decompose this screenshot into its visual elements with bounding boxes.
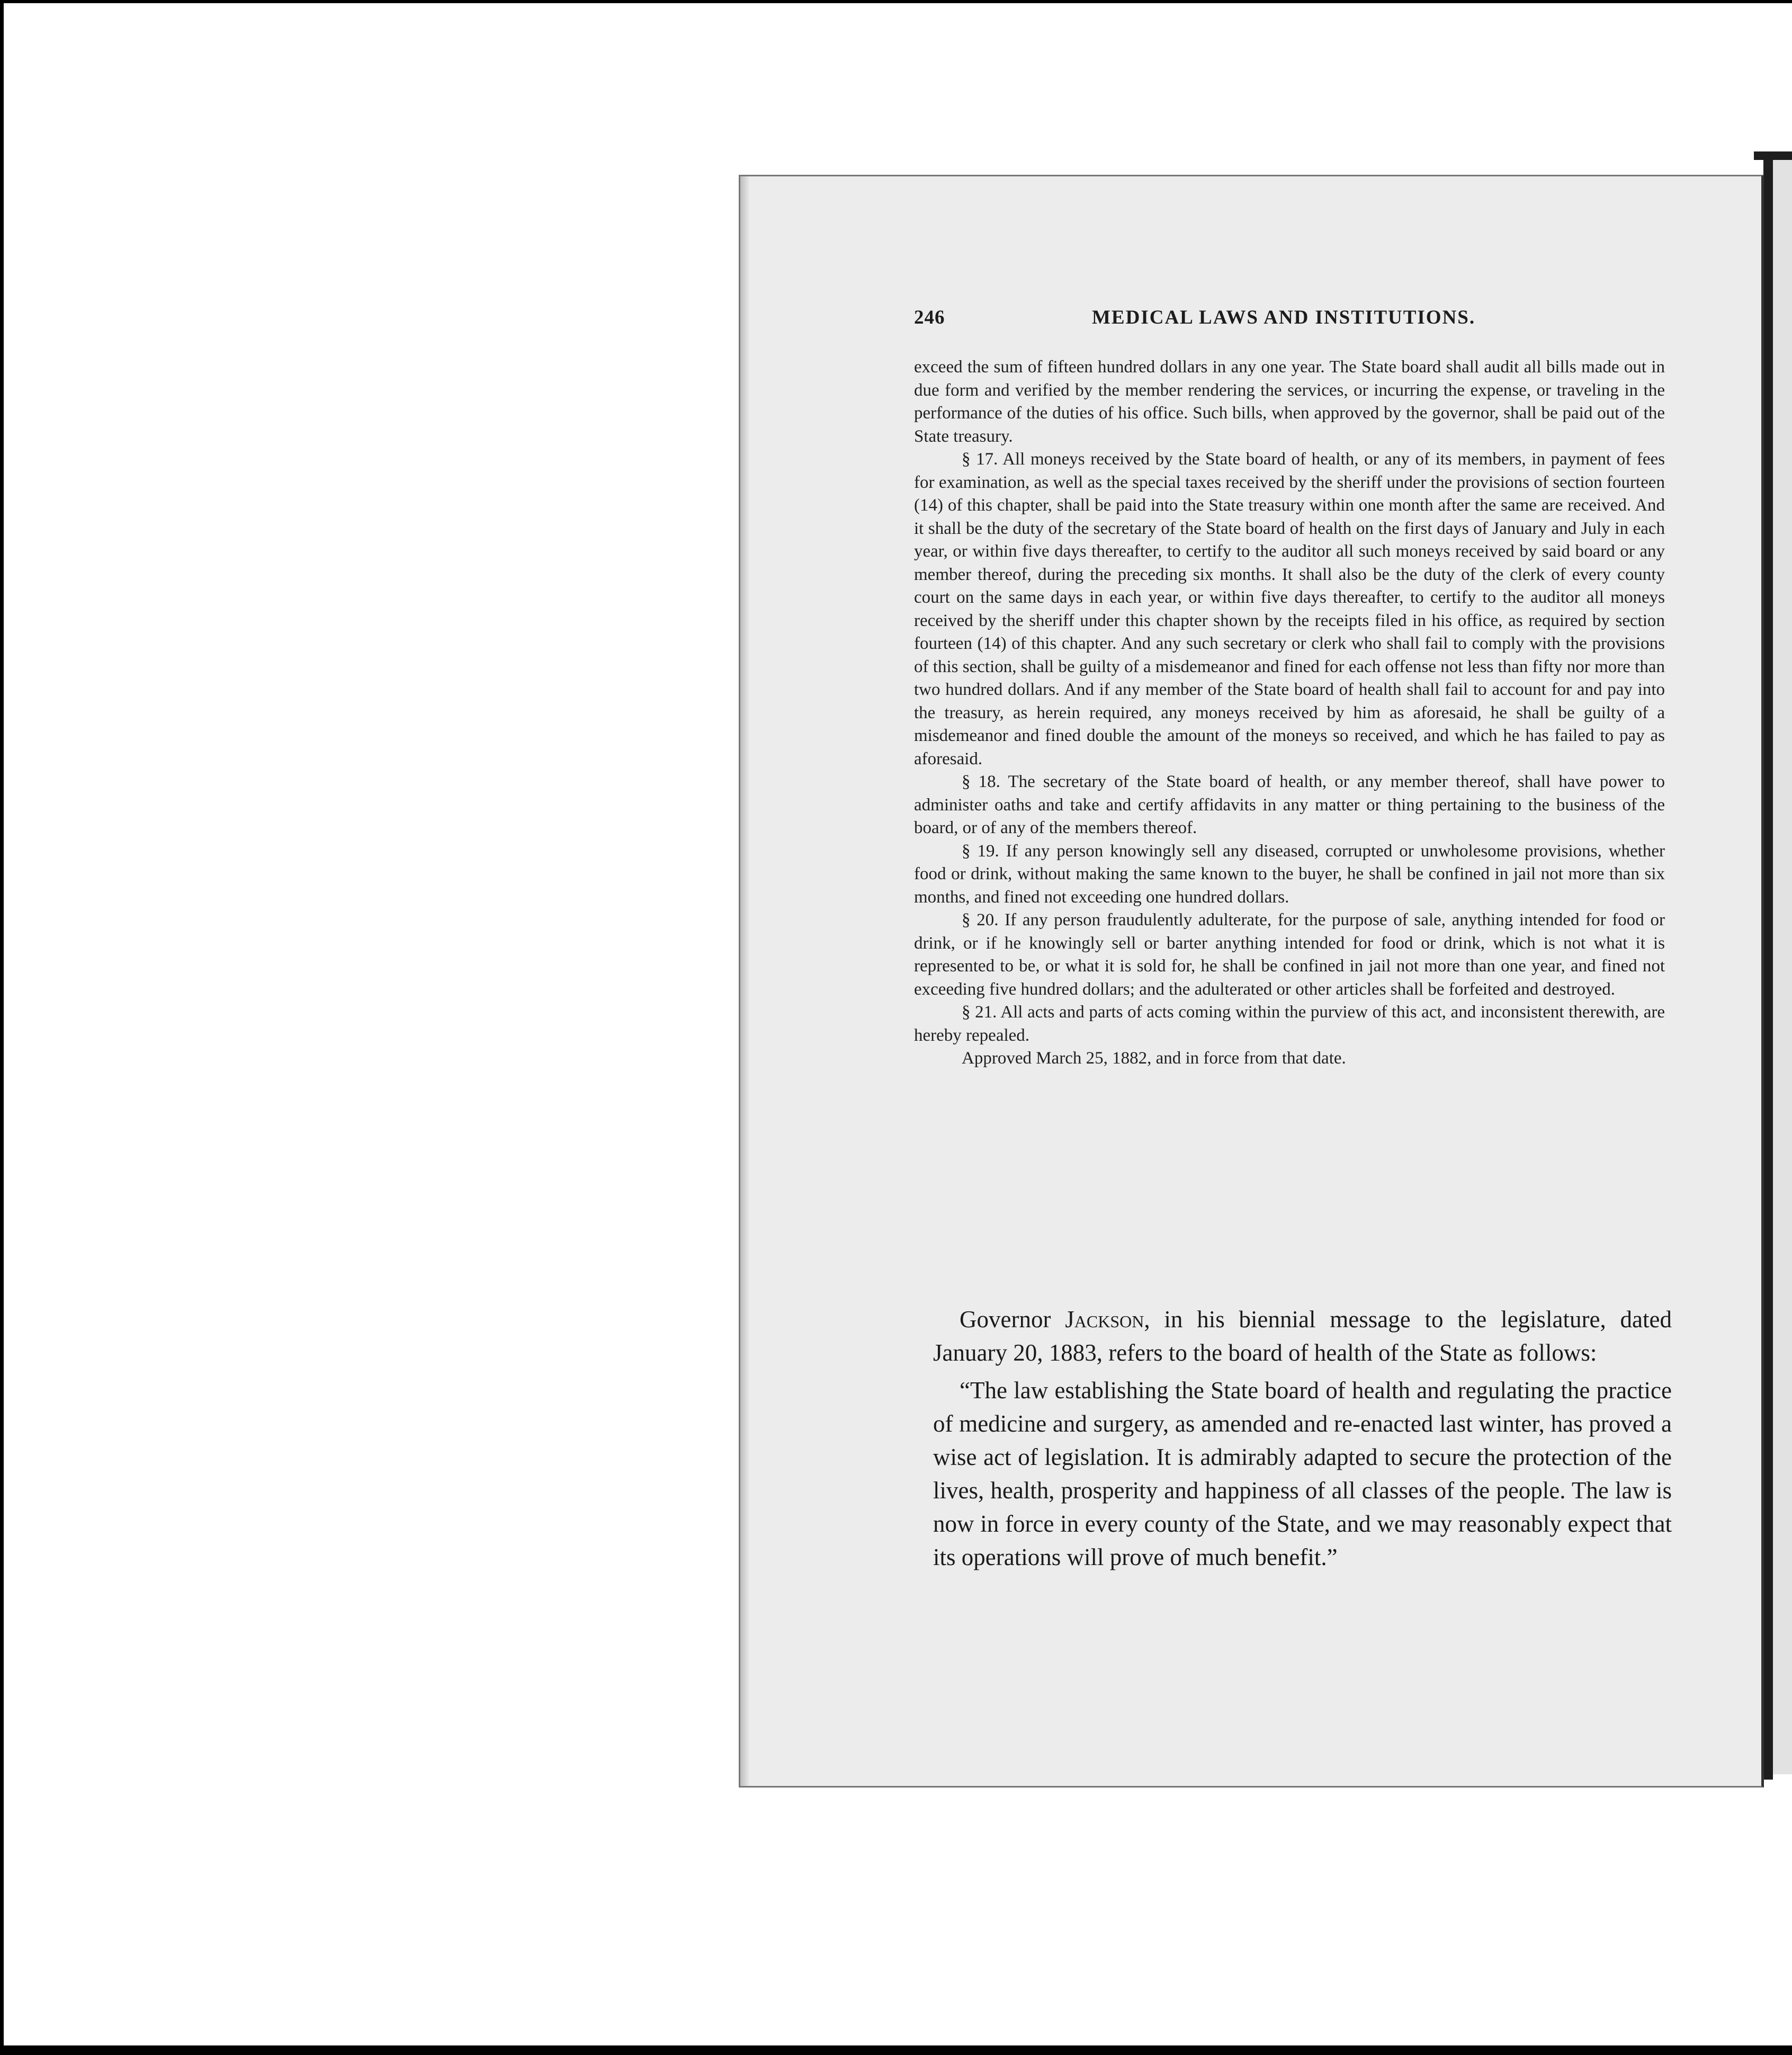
running-title: MEDICAL LAWS AND INSTITUTIONS. [1092, 307, 1476, 328]
scan-edge-bottom [0, 2045, 1792, 2055]
scan-edge-top [0, 0, 1792, 3]
approval-line: Approved March 25, 1882, and in force from that date. [962, 1049, 1346, 1068]
page-gutter-shadow [740, 176, 750, 1786]
page-number: 246 [914, 307, 945, 328]
governor-intro: Governor Jackson, in his biennial message to the legislature, dated January 20, 1883, refers to the board of health of the State as follows: [933, 1306, 1672, 1366]
governor-name: Jackson [1065, 1306, 1144, 1333]
facing-page-edge [1773, 159, 1792, 1774]
book-spine [1763, 154, 1773, 1780]
paragraph-section-19: § 19. If any person knowingly sell any diseased, corrupted or unwholesome provisions, whether food or drink, without making the same known to the buyer, he shall be confined in jail not more than six months, and fined not exceeding one hundred dollars. [914, 841, 1665, 907]
statute-text [914, 356, 1665, 1070]
governor-message [933, 1303, 1672, 1578]
governor-quote: “The law establishing the State board of health and regulating the practice of medicine and surgery, as amended and re-enacted last winter, has proved a wise act of legislation. It is admirably adapted to secure the protection of the lives, health, prosperity and happiness of all classes of the people. The law is now in force in every county of the State, and we may reasonably expect that its operations will prove of much benefit.” [933, 1377, 1672, 1570]
book-spine-top [1754, 151, 1792, 160]
paragraph-section-17: § 17. All moneys received by the State board of health, or any of its members, in payment of fees for examination, as well as the special taxes received by the sheriff under the provisions of section fourteen (14) of this chapter, shall be paid into the State treasury within one month after the same are received. And it shall be the duty of the secretary of the State board of health on the first days of January and July in each year, or within five days thereafter, to certify to the auditor all such moneys received by said board or any member thereof, during the preceding six months. It shall also be the duty of the clerk of every county court on the same days in each year, or within five days thereafter, to certify to the auditor all moneys received by the sheriff under this chapter shown by the receipts filed in his office, as required by section fourteen (14) of this chapter. And any such secretary or clerk who shall fail to comply with the provisions of this section, shall be guilty of a misdemeanor and fined for each offense not less than fifty nor more than two hundred dollars. And if any member of the State board of health shall fail to account for and pay into the treasury, as herein required, any moneys received by him as aforesaid, he shall be guilty of a misdemeanor and fined double the amount of the moneys so received, and which he has failed to pay as aforesaid. [914, 450, 1665, 769]
paragraph-section-21: § 21. All acts and parts of acts coming within the purview of this act, and inconsistent therewith, are hereby repealed. [914, 1003, 1665, 1045]
paragraph-continuation: exceed the sum of fifteen hundred dollars in any one year. The State board shall audit all bills made out in due form and verified by the member rendering the services, or incurring the expense, or traveling in the performance of the duties of his office. Such bills, when approved by the governor, shall be paid out of the State treasury. [914, 358, 1665, 446]
scan-edge-left [0, 0, 4, 2055]
paragraph-section-18: § 18. The secretary of the State board of health, or any member thereof, shall have power to administer oaths and take and certify affidavits in any matter or thing pertaining to the business of the board, or of any of the members thereof. [914, 772, 1665, 837]
paragraph-section-20: § 20. If any person fraudulently adulterate, for the purpose of sale, anything intended for food or drink, or if he knowingly sell or barter anything intended for food or drink, which is not what it is represented to be, or what it is sold for, he shall be confined in jail not more than one year, and fined not exceeding five hundred dollars; and the adulterated or other articles shall be forfeited and destroyed. [914, 910, 1665, 999]
